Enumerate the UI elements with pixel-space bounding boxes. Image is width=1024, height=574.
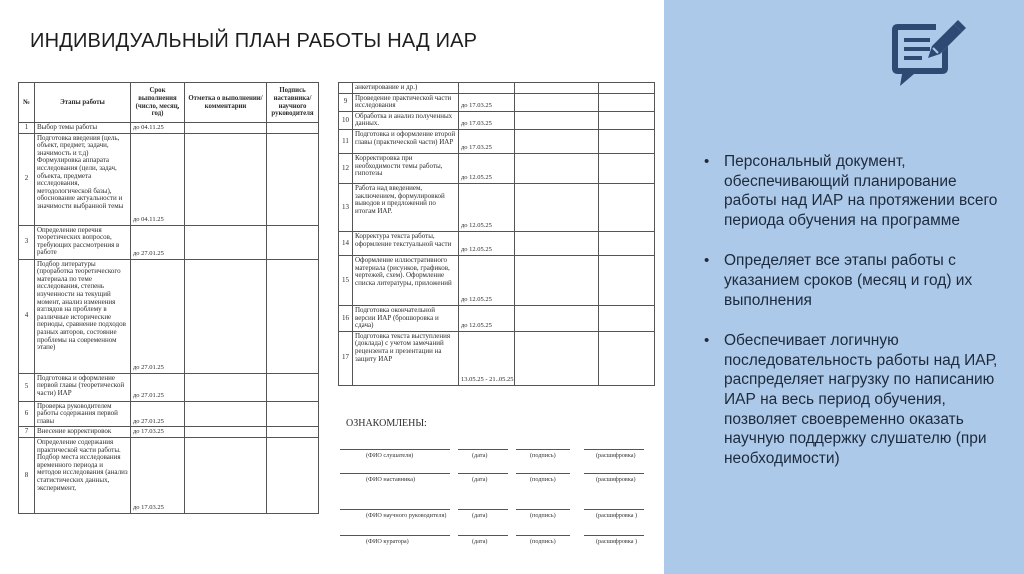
row-num: 6 xyxy=(19,401,35,427)
signature-caption: (подпись) xyxy=(530,538,556,545)
row-deadline: до 17.03.25 xyxy=(459,129,515,153)
row-signature xyxy=(599,83,655,94)
table-row xyxy=(339,331,655,385)
signature-line xyxy=(458,509,508,510)
row-num xyxy=(339,83,353,94)
row-num: 4 xyxy=(19,259,35,373)
plan-table-left xyxy=(18,82,319,514)
signature-caption: (подпись) xyxy=(530,512,556,519)
row-deadline: до 12.05.25 xyxy=(459,153,515,183)
row-num: 3 xyxy=(19,225,35,259)
row-num: 9 xyxy=(339,93,353,111)
row-mark xyxy=(185,259,267,373)
row-deadline: до 17.03.25 xyxy=(131,437,185,513)
row-stage: Корректировка при необходимости темы работы, гипотезы xyxy=(353,153,459,183)
row-num: 14 xyxy=(339,231,353,255)
row-num: 17 xyxy=(339,331,353,385)
row-signature xyxy=(267,123,319,134)
plan-table-right xyxy=(338,82,655,386)
row-signature xyxy=(599,93,655,111)
signature-caption: (расшифровка) xyxy=(596,476,636,483)
bullet-item: • Определяет все этапы работы с указанием сроков (месяц и год) их выполнения xyxy=(700,251,1000,310)
table-row xyxy=(339,231,655,255)
table-row xyxy=(19,427,319,438)
row-num: 5 xyxy=(19,373,35,401)
row-num: 2 xyxy=(19,133,35,225)
signature-caption: (ФИО научного руководителя) xyxy=(366,512,447,519)
row-mark xyxy=(185,133,267,225)
row-mark xyxy=(515,305,599,331)
row-num: 8 xyxy=(19,437,35,513)
header-stage: Этапы работы xyxy=(35,83,131,123)
row-stage: Подготовка и оформление первой главы (теоретической части) ИАР xyxy=(35,373,131,401)
row-num: 10 xyxy=(339,111,353,129)
row-deadline: до 27.01.25 xyxy=(131,373,185,401)
signature-caption: (подпись) xyxy=(530,476,556,483)
row-deadline: до 12.05.25 xyxy=(459,255,515,305)
row-stage: Подготовка и оформление второй главы (практической части) ИАР xyxy=(353,129,459,153)
row-deadline: до 17.03.25 xyxy=(459,93,515,111)
table-row xyxy=(19,259,319,373)
plan-header-row xyxy=(19,83,319,123)
table-row xyxy=(339,255,655,305)
row-mark xyxy=(185,437,267,513)
row-stage: Обработка и анализ полученных данных. xyxy=(353,111,459,129)
table-row xyxy=(339,305,655,331)
signature-line xyxy=(516,535,570,536)
row-stage: Корректура текста работы, оформление текстуальной части xyxy=(353,231,459,255)
acknowledged-heading: ОЗНАКОМЛЕНЫ: xyxy=(346,418,427,429)
signature-line xyxy=(584,509,644,510)
row-stage: Выбор темы работы xyxy=(35,123,131,134)
signature-line xyxy=(516,473,570,474)
page-title: ИНДИВИДУАЛЬНЫЙ ПЛАН РАБОТЫ НАД ИАР xyxy=(30,30,478,52)
row-deadline: до 12.05.25 xyxy=(459,183,515,231)
signature-row xyxy=(340,512,660,522)
signature-row xyxy=(340,476,660,486)
table-row xyxy=(19,401,319,427)
row-mark xyxy=(515,255,599,305)
row-mark xyxy=(185,401,267,427)
row-deadline: до 17.03.25 xyxy=(459,111,515,129)
row-num: 12 xyxy=(339,153,353,183)
row-deadline xyxy=(459,83,515,94)
row-stage: анкетирование и др.) xyxy=(353,83,459,94)
row-signature xyxy=(599,183,655,231)
row-deadline: до 12.05.25 xyxy=(459,231,515,255)
table-row xyxy=(339,83,655,94)
row-stage: Внесение корректировок xyxy=(35,427,131,438)
table-row xyxy=(19,225,319,259)
row-num: 7 xyxy=(19,427,35,438)
signature-caption: (дата) xyxy=(472,538,488,545)
row-signature xyxy=(267,259,319,373)
row-signature xyxy=(267,401,319,427)
row-mark xyxy=(515,129,599,153)
row-mark xyxy=(515,331,599,385)
table-row xyxy=(19,373,319,401)
row-mark xyxy=(185,225,267,259)
signature-line xyxy=(340,535,450,536)
header-deadline: Срок выполнения (число, месяц, год) xyxy=(131,83,185,123)
row-mark xyxy=(515,231,599,255)
signature-line xyxy=(340,449,450,450)
signature-line xyxy=(458,473,508,474)
row-num: 1 xyxy=(19,123,35,134)
signature-caption: (ФИО куратора) xyxy=(366,538,409,545)
signature-row xyxy=(340,538,660,548)
row-mark xyxy=(515,93,599,111)
signature-line xyxy=(584,449,644,450)
header-mark: Отметка о выполнении/ комментарии xyxy=(185,83,267,123)
row-stage: Работа над введением, заключением, формулировкой выводов и предложений по итогам ИАР. xyxy=(353,183,459,231)
row-signature xyxy=(267,437,319,513)
row-signature xyxy=(267,225,319,259)
row-signature xyxy=(267,427,319,438)
row-num: 11 xyxy=(339,129,353,153)
signature-caption: (дата) xyxy=(472,476,488,483)
bullet-item: • Персональный документ, обеспечивающий планирование работы над ИАР на протяжении всего периода обучения на программе xyxy=(700,152,1000,230)
signature-caption: (дата) xyxy=(472,512,488,519)
signature-caption: (подпись) xyxy=(530,452,556,459)
signature-caption: (расшифровка ) xyxy=(596,538,638,545)
row-signature xyxy=(599,255,655,305)
table-row xyxy=(19,123,319,134)
row-mark xyxy=(515,111,599,129)
signature-caption: (дата) xyxy=(472,452,488,459)
row-deadline: до 12.05.25 xyxy=(459,305,515,331)
row-stage: Определение содержания практической части работы. Подбор места исследования временного периода и методов исследования (анализ статистических данных, эксперимент, xyxy=(35,437,131,513)
row-signature xyxy=(267,133,319,225)
row-signature xyxy=(267,373,319,401)
row-signature xyxy=(599,129,655,153)
row-stage: Оформление иллюстративного материала (рисунков, графиков, чертежей, схем). Оформление списка литературы, приложений xyxy=(353,255,459,305)
note-pencil-icon xyxy=(886,16,966,88)
signature-line xyxy=(516,509,570,510)
row-deadline: до 27.01.25 xyxy=(131,225,185,259)
row-deadline: до 04.11.25 xyxy=(131,123,185,134)
row-stage: Подготовка окончательной версии ИАР (брошюровка и сдача) xyxy=(353,305,459,331)
row-deadline: 13.05.25 - 21..05.25 xyxy=(459,331,515,385)
header-num: № xyxy=(19,83,35,123)
row-mark xyxy=(515,153,599,183)
row-stage: Проверка руководителем работы содержания первой главы xyxy=(35,401,131,427)
row-mark xyxy=(515,83,599,94)
signature-caption: (ФИО наставника) xyxy=(366,476,416,483)
signature-line xyxy=(340,473,450,474)
row-mark xyxy=(185,427,267,438)
row-num: 13 xyxy=(339,183,353,231)
table-row xyxy=(339,111,655,129)
signature-row xyxy=(340,452,660,462)
row-mark xyxy=(185,123,267,134)
row-mark xyxy=(515,183,599,231)
row-deadline: до 17.03.25 xyxy=(131,427,185,438)
row-stage: Проведение практической части исследования xyxy=(353,93,459,111)
table-row xyxy=(339,93,655,111)
table-row xyxy=(339,129,655,153)
signature-caption: (расшифровка ) xyxy=(596,512,638,519)
row-deadline: до 04.11.25 xyxy=(131,133,185,225)
table-row xyxy=(339,153,655,183)
bullet-list xyxy=(700,152,1000,489)
row-stage: Подготовка текста выступления (доклада) с учетом замечаний рецензента и презентации на защиту ИАР xyxy=(353,331,459,385)
signature-caption: (ФИО слушателя) xyxy=(366,452,414,459)
row-signature xyxy=(599,331,655,385)
row-stage: Определение перечня теоретических вопросов, требующих рассмотрения в работе xyxy=(35,225,131,259)
signature-line xyxy=(458,535,508,536)
table-row xyxy=(19,133,319,225)
row-num: 15 xyxy=(339,255,353,305)
signature-line xyxy=(584,473,644,474)
row-deadline: до 27.01.25 xyxy=(131,259,185,373)
signature-line xyxy=(584,535,644,536)
row-signature xyxy=(599,305,655,331)
bullet-item: • Обеспечивает логичную последовательность работы над ИАР, распределяет нагрузку по написанию ИАР на весь период обучения, позволяет своевременно оказать научную поддержку слушателю (при необходимости) xyxy=(700,331,1000,468)
signature-line xyxy=(458,449,508,450)
row-mark xyxy=(185,373,267,401)
signature-caption: (расшифровка) xyxy=(596,452,636,459)
table-row xyxy=(19,437,319,513)
header-signature: Подпись наставника/ научного руководителя xyxy=(267,83,319,123)
row-signature xyxy=(599,111,655,129)
row-signature xyxy=(599,153,655,183)
row-signature xyxy=(599,231,655,255)
table-row xyxy=(339,183,655,231)
row-stage: Подготовка введения (цель, объект, предмет, задачи, значимость и т.д) Формулировка аппарата исследования (цели, задач, объекта, предмета исследования, методологической базы), обоснование актуальности и значимости выбранной темы xyxy=(35,133,131,225)
row-num: 16 xyxy=(339,305,353,331)
signature-line xyxy=(516,449,570,450)
row-deadline: до 27.01.25 xyxy=(131,401,185,427)
signature-line xyxy=(340,509,450,510)
row-stage: Подбор литературы (проработка теоретического материала по теме исследования, степень изученности на текущий момент, анализ изменения взглядов на проблему в различные исторические периоды, сравнение подходов разных авторов, состояние проблемы на современном этапе) xyxy=(35,259,131,373)
